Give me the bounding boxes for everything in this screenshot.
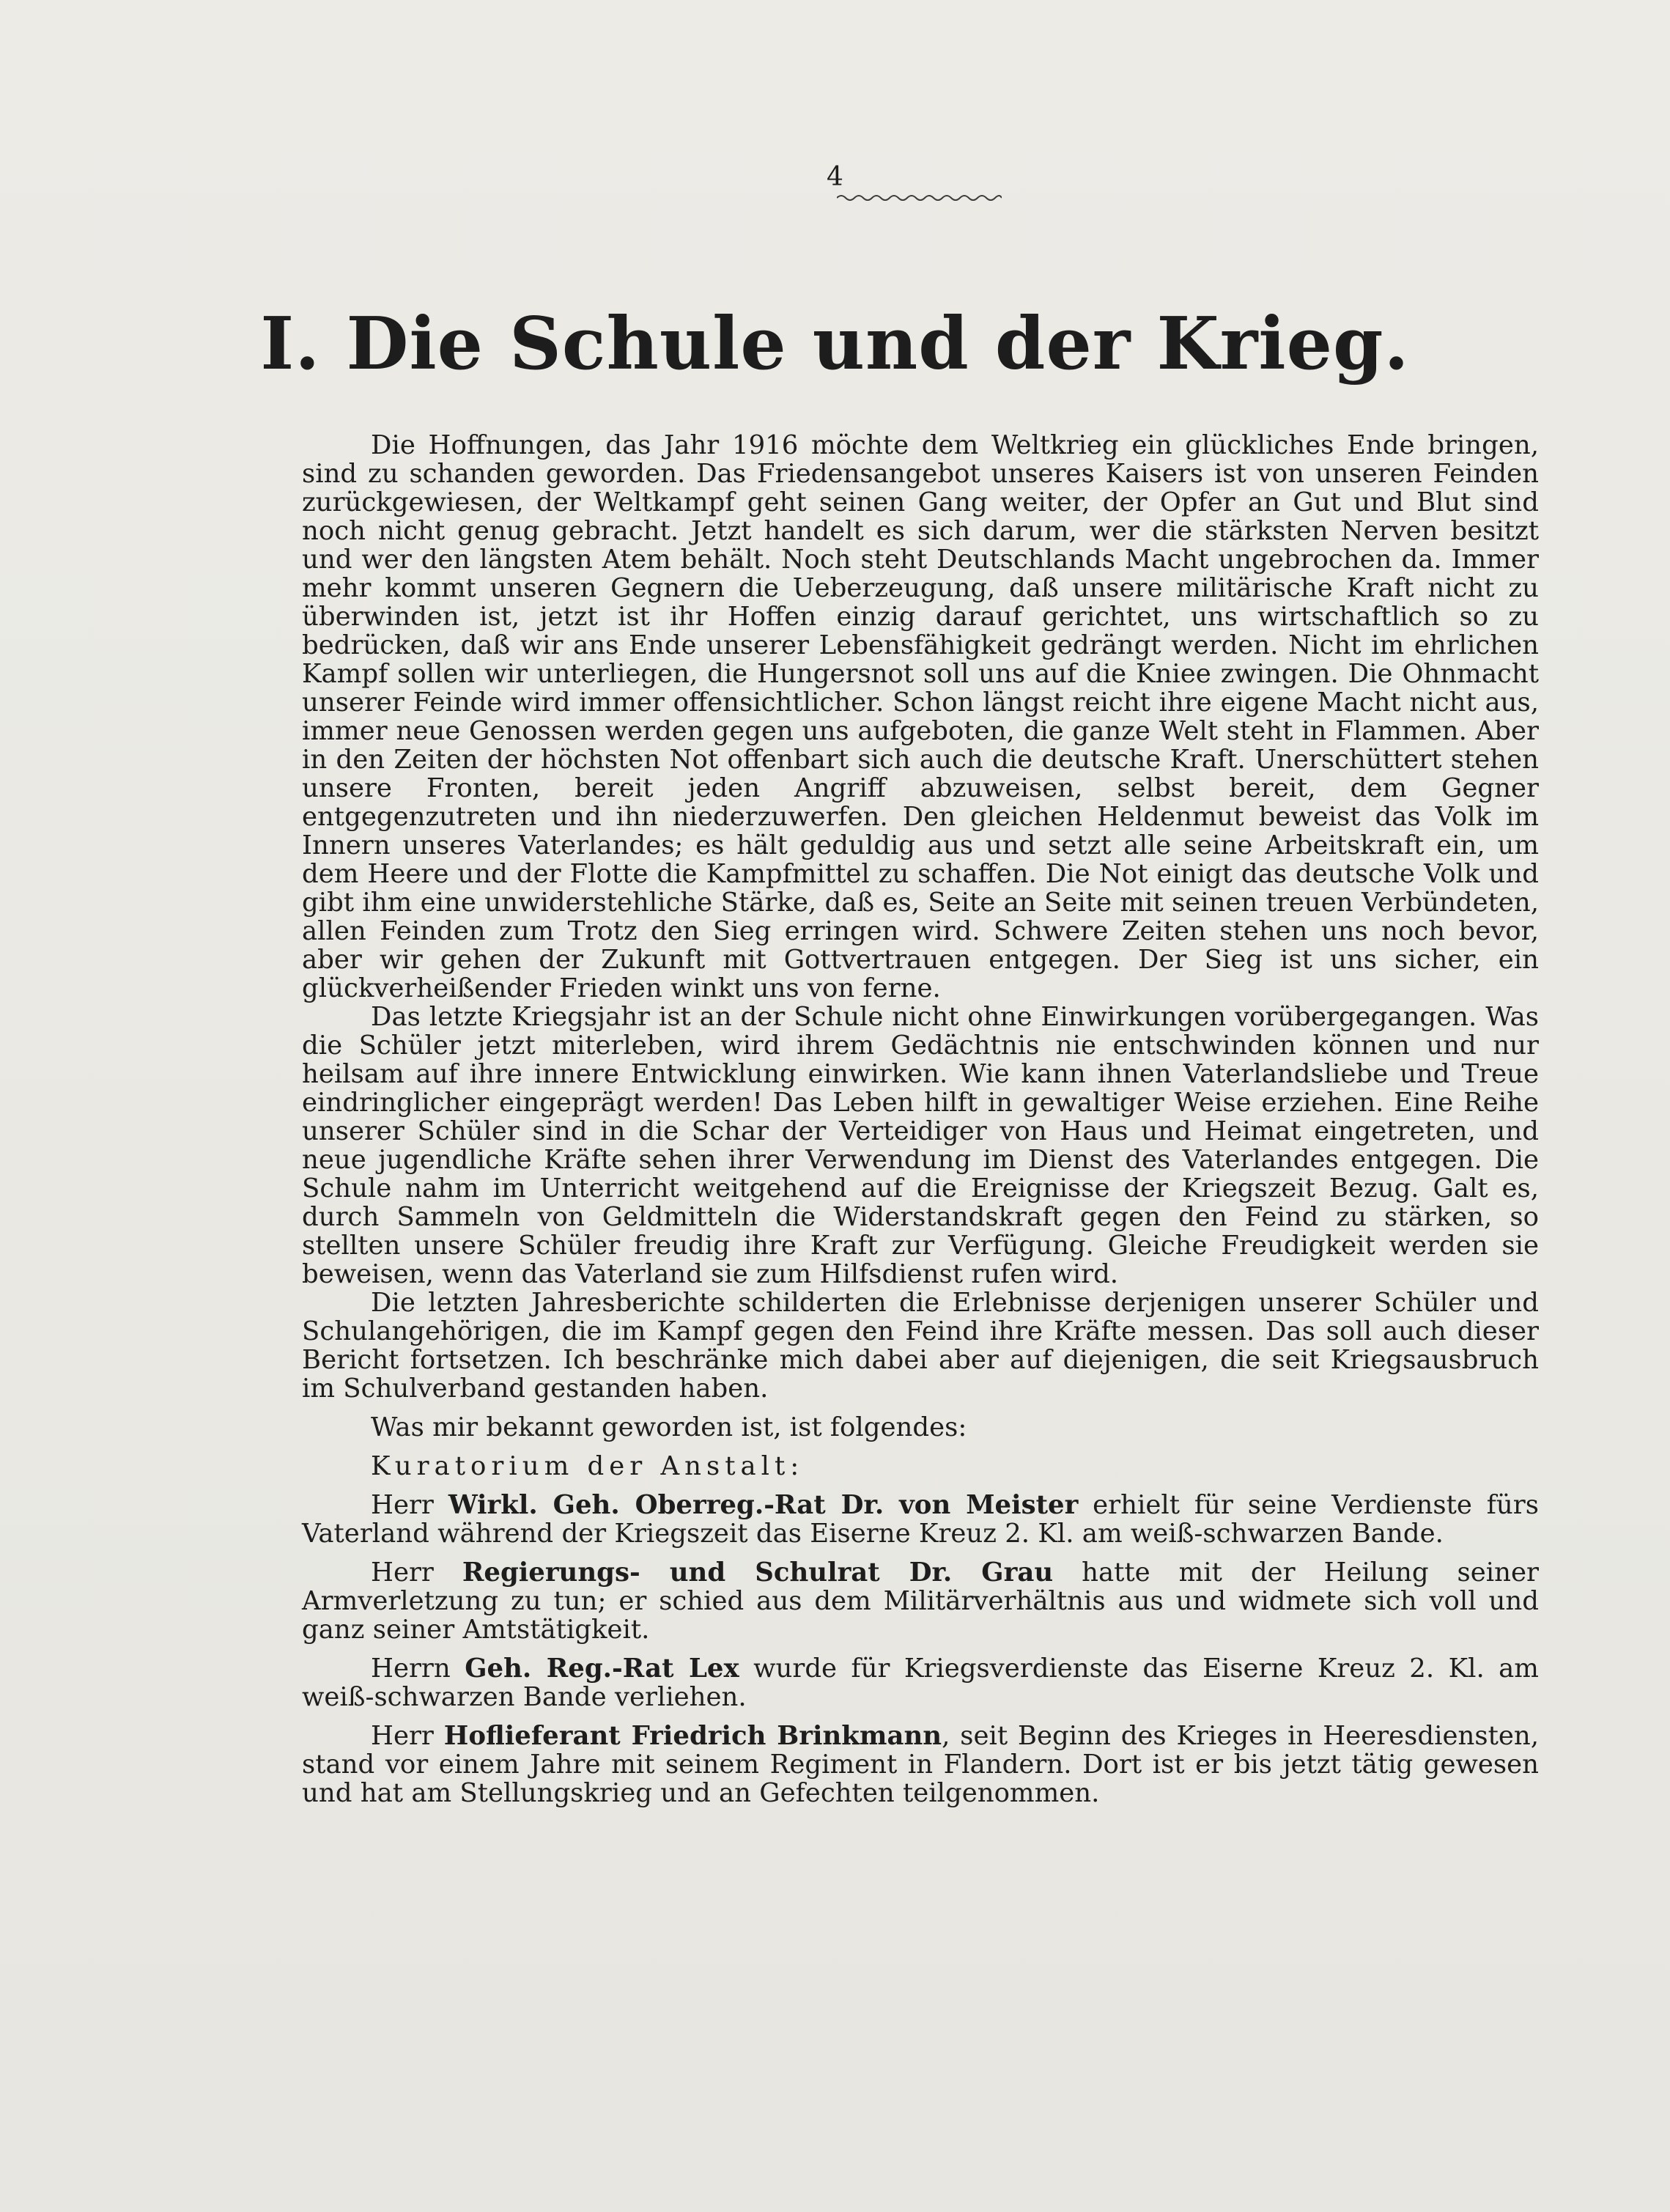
paragraph: Die Hoffnungen, das Jahr 1916 möchte dem Weltkrieg ein glückliches Ende bringen, sind zu schanden geworden. Das Friedensangebot unseres Kaisers ist von unseren Feinden zurückgewiesen, der Weltkampf geht seinen Gang weiter, der Opfer an Gut und Blut sind noch nicht genug gebracht. Jetzt handelt es sich darum, wer die stärksten Nerven besitzt und wer den längsten Atem behält. Noch steht Deutschlands Macht ungebrochen da. Immer mehr kommt unseren Gegnern die Ueberzeugung, daß unsere militärische Kraft nicht zu überwinden ist, jetzt ist ihr Hoffen einzig darauf gerichtet, uns wirtschaftlich so zu bedrücken, daß wir ans Ende unserer Lebensfähigkeit gedrängt werden. Nicht im ehrlichen Kampf sollen wir unterliegen, die Hungersnot soll uns auf die Kniee zwingen. Die Ohnmacht unserer Feinde wird immer offensichtlicher. Schon längst reicht ihre eigene Macht nicht aus, immer neue Genossen werden gegen uns aufgeboten, die ganze Welt steht in Flammen. Aber in den Zeiten der höchsten Not offenbart sich auch die deutsche Kraft. Unerschüttert stehen unsere Fronten, bereit jeden Angriff abzuweisen, selbst bereit, dem Gegner entgegenzutreten und ihn niederzuwerfen. Den gleichen Heldenmut beweist das Volk im Innern unseres Vaterlandes; es hält geduldig aus und setzt alle seine Arbeitskraft ein, um dem Heere und der Flotte die Kampfmittel zu schaffen. Die Not einigt das deutsche Volk und gibt ihm eine unwiderstehliche Stärke, daß es, Seite an Seite mit seinen treuen Verbündeten, allen Feinden zum Trotz den Sieg erringen wird. Schwere Zeiten stehen uns noch bevor, aber wir gehen der Zukunft mit Gottvertrauen entgegen. Der Sieg ist uns sicher, ein glückverheißender Frieden winkt uns von ferne. [302, 430, 1539, 1003]
page-number: 4 [827, 162, 843, 192]
entry-prefix: Herr [371, 1490, 434, 1520]
entry-grau [302, 1558, 1539, 1644]
paragraph: Das letzte Kriegsjahr ist an der Schule nicht ohne Einwirkungen vorübergegangen. Was die Schüler jetzt miterleben, wird ihrem Gedächtnis nie entschwinden können und nur heilsam auf ihre innere Entwicklung einwirken. Wie kann ihnen Vaterlandsliebe und Treue eindringlicher eingeprägt werden! Das Leben hilft in gewaltiger Weise erziehen. Eine Reihe unserer Schüler sind in die Schar der Verteidiger von Haus und Heimat eingetreten, und neue jugendliche Kräfte sehen ihrer Verwendung im Dienst des Vaterlandes entgegen. Die Schule nahm im Unterricht weitgehend auf die Ereignisse der Kriegszeit Bezug. Galt es, durch Sammeln von Geldmitteln die Widerstandskraft gegen den Feind zu stärken, so stellten unsere Schüler freudig ihre Kraft zur Verfügung. Gleiche Freudigkeit werden sie beweisen, wenn das Vaterland sie zum Hilfsdienst rufen wird. [302, 1002, 1539, 1289]
entry-text: hatte mit der Heilung seiner Armverletzung zu tun; er schied aus dem Militärverhältnis aus und widmete sich voll und ganz seiner Amtstätigkeit. [302, 1557, 1539, 1645]
entry-text: erhielt für seine Verdienste fürs Vaterland während der Kriegszeit das Eiserne Kreuz 2. Kl. am weiß-schwarzen Bande. [302, 1490, 1539, 1549]
entry-prefix: Herr [371, 1721, 434, 1751]
wavy-ornament [837, 193, 1002, 202]
section-heading: Kuratorium der Anstalt: [371, 1451, 805, 1481]
entry-brinkmann [302, 1722, 1539, 1807]
chapter-title: I. Die Schule und der Krieg. [260, 302, 1410, 386]
entry-text: , seit Beginn des Krieges in Heeresdiensten, stand vor einem Jahre mit seinem Regiment in Flandern. Dort ist er bis jetzt tätig gewesen und hat am Stellungskrieg und an Gefechten teilgenommen. [302, 1721, 1539, 1808]
entry-text: wurde für Kriegsverdienste das Eiserne Kreuz 2. Kl. am weiß-schwarzen Bande verliehen. [302, 1654, 1539, 1712]
entry-lex [302, 1654, 1539, 1711]
paragraph: Die letzten Jahresberichte schilderten die Erlebnisse derjenigen unserer Schüler und Schulangehörigen, die im Kampf gegen den Feind ihre Kräfte messen. Das soll auch dieser Bericht fortsetzen. Ich beschränke mich dabei aber auf diejenigen, die seit Kriegsausbruch im Schulverband gestanden haben. [302, 1288, 1539, 1404]
entry-meister [302, 1491, 1539, 1548]
entry-name: Geh. Reg.-Rat Lex [465, 1654, 739, 1684]
entry-name: Hoflieferant Friedrich Brinkmann [443, 1721, 942, 1751]
entry-prefix: Herr [371, 1557, 434, 1588]
entry-prefix: Herrn [371, 1654, 451, 1684]
entry-name: Regierungs- und Schulrat Dr. Grau [462, 1557, 1054, 1588]
entry-name: Wirkl. Geh. Oberreg.-Rat Dr. von Meister [448, 1490, 1079, 1520]
body-text [302, 431, 1539, 1807]
paragraph: Was mir bekannt geworden ist, ist folgendes: [371, 1412, 967, 1442]
